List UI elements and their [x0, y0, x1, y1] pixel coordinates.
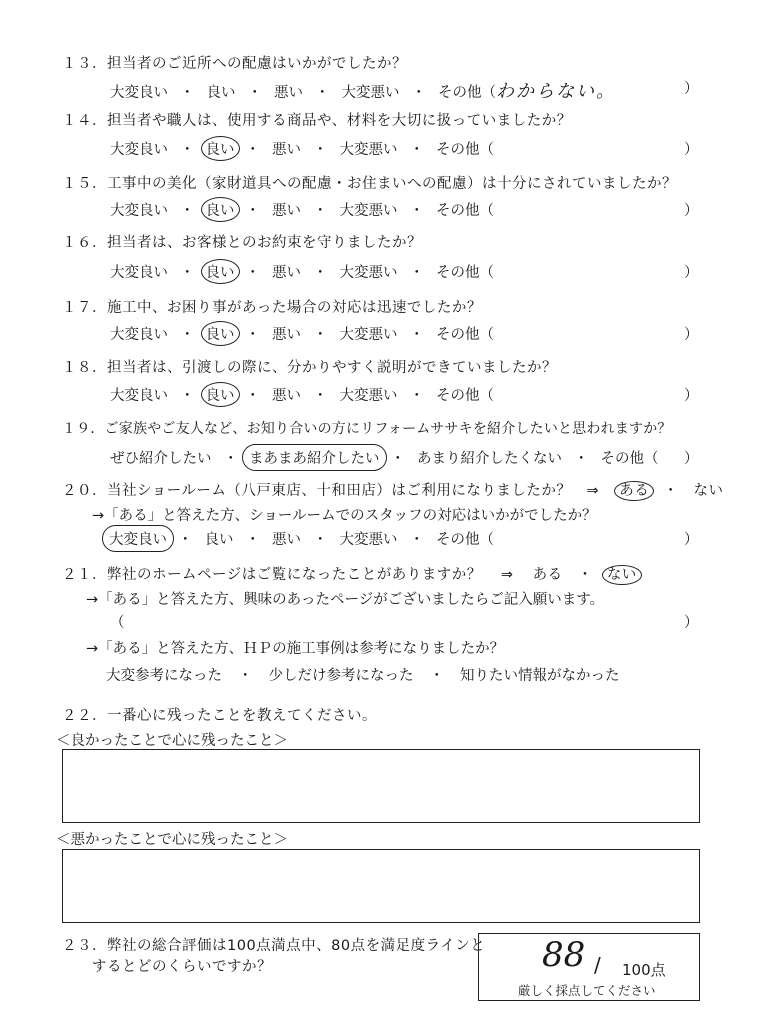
option-no[interactable]: ない [693, 483, 724, 499]
close-paren: ） [684, 451, 699, 467]
question-22: ２２．一番心に残ったことを教えてください。 [62, 708, 377, 724]
close-paren: ） [684, 532, 699, 548]
question-13: １３．担当者のご近所への配慮はいかがでしたか？ [62, 56, 407, 72]
close-paren: ） [684, 327, 699, 343]
score-slash: / [594, 953, 601, 977]
question-18: １８．担当者は、引渡しの際に、分かりやすく説明ができていましたか？ [62, 360, 557, 376]
question-23-line1: ２３．弊社の総合評価は100点満点中、80点を満足度ラインと [62, 938, 486, 954]
option-yes-circled[interactable]: ある [614, 481, 654, 501]
option-very-bad[interactable]: 大変悪い [341, 85, 400, 101]
bad-memory-textarea[interactable] [62, 849, 700, 923]
options-16: 大変良い ・ 良い ・ 悪い ・ 大変悪い ・ その他（ [110, 261, 494, 282]
options-17: 大変良い ・ 良い ・ 悪い ・ 大変悪い ・ その他（ [110, 323, 494, 344]
arrow-icon: ⇒ [586, 483, 600, 499]
option-other[interactable]: その他（ [436, 265, 494, 281]
option-bad[interactable]: 悪い [274, 85, 303, 101]
question-14: １４．担当者や職人は、使用する商品や、材料を大切に扱っていましたか？ [62, 113, 572, 129]
option-good-circled[interactable]: 良い [201, 136, 240, 161]
option-other[interactable]: その他（ [438, 85, 496, 101]
option-very-bad[interactable]: 大変悪い [339, 142, 398, 158]
question-16: １６．担当者は、お客様とのお約束を守りましたか？ [62, 235, 422, 251]
option-very-bad[interactable]: 大変悪い [339, 388, 398, 404]
option-yes[interactable]: ある [532, 567, 563, 583]
close-paren: ） [684, 265, 699, 281]
option-good[interactable]: 良い [206, 85, 236, 101]
question-21: ２１．弊社のホームページはご覧になったことがありますか？ ⇒ ある ・ ない [62, 563, 636, 584]
option-other[interactable]: その他（ [600, 451, 659, 467]
question-15: １５．工事中の美化（家財道具への配慮・お住まいへの配慮）は十分にされていましたか？ [62, 176, 677, 192]
open-paren: （ [110, 615, 125, 631]
option-good[interactable]: 良い [204, 532, 234, 548]
option-very-good[interactable]: 大変良い [110, 388, 168, 404]
option-bad[interactable]: 悪い [272, 327, 301, 343]
option-very-good[interactable]: 大変良い [110, 203, 168, 219]
option-bad[interactable]: 悪い [272, 388, 301, 404]
option-somewhat-recommend-circled[interactable]: まあまあ紹介したい [242, 444, 387, 471]
good-memory-textarea[interactable] [62, 749, 700, 823]
option-other[interactable]: その他（ [436, 532, 494, 548]
close-paren: ） [684, 203, 699, 219]
question-21-followup-1: →「ある」と答えた方、興味のあったページがございましたらご記入願います。 [86, 592, 605, 608]
option-other[interactable]: その他（ [436, 142, 494, 158]
option-very-helpful[interactable]: 大変参考になった [106, 668, 222, 684]
option-other[interactable]: その他（ [436, 203, 494, 219]
score-note: 厳しく採点してください [518, 983, 656, 998]
options-19: ぜひ紹介したい ・ まあまあ紹介したい ・ あまり紹介したくない ・ その他（ [110, 447, 659, 468]
good-memory-label: ＜良かったことで心に残ったこと＞ [56, 733, 288, 749]
question-23-line2: するとどのくらいですか？ [62, 959, 272, 975]
option-very-bad[interactable]: 大変悪い [339, 203, 398, 219]
close-paren: ） [684, 81, 699, 97]
option-very-good[interactable]: 大変良い [110, 327, 168, 343]
option-very-bad[interactable]: 大変悪い [339, 265, 398, 281]
close-paren: ） [684, 615, 699, 631]
question-20: ２０．当社ショールーム（八戸東店、十和田店）はご利用になりましたか？ ⇒ ある ・ ない [62, 483, 724, 499]
option-bad[interactable]: 悪い [272, 142, 301, 158]
options-18: 大変良い ・ 良い ・ 悪い ・ 大変悪い ・ その他（ [110, 384, 494, 405]
option-other[interactable]: その他（ [436, 327, 494, 343]
option-not-recommend[interactable]: あまり紹介したくない [417, 451, 562, 467]
options-15: 大変良い ・ 良い ・ 悪い ・ 大変悪い ・ その他（ [110, 199, 494, 220]
option-bad[interactable]: 悪い [272, 532, 301, 548]
option-very-good[interactable]: 大変良い [110, 85, 168, 101]
option-very-bad[interactable]: 大変悪い [339, 532, 398, 548]
score-handwritten: 88 [542, 935, 586, 975]
options-14: 大変良い ・ 良い ・ 悪い ・ 大変悪い ・ その他（ [110, 138, 494, 159]
option-good-circled[interactable]: 良い [201, 321, 240, 346]
arrow-icon: ⇒ [500, 567, 514, 583]
option-good-circled[interactable]: 良い [201, 197, 240, 222]
option-somewhat-helpful[interactable]: 少しだけ参考になった [268, 668, 414, 684]
question-20-text: ２０．当社ショールーム（八戸東店、十和田店）はご利用になりましたか？ [62, 483, 572, 499]
option-other[interactable]: その他（ [436, 388, 494, 404]
option-definitely-recommend[interactable]: ぜひ紹介したい [110, 451, 212, 467]
options-21: 大変参考になった ・ 少しだけ参考になった ・ 知りたい情報がなかった [106, 664, 620, 685]
option-good-circled[interactable]: 良い [201, 259, 240, 284]
option-very-good[interactable]: 大変良い [110, 265, 168, 281]
options-13: 大変良い ・ 良い ・ 悪い ・ 大変悪い ・ その他（わからない。 [110, 77, 616, 103]
option-bad[interactable]: 悪い [272, 203, 301, 219]
question-19: １９．ご家族やご友人など、お知り合いの方にリフォームササキを紹介したいと思われますか？ [62, 421, 672, 437]
close-paren: ） [684, 142, 699, 158]
option-very-good[interactable]: 大変良い [110, 142, 168, 158]
bad-memory-label: ＜悪かったことで心に残ったこと＞ [56, 832, 288, 848]
question-17: １７．施工中、お困り事があった場合の対応は迅速でしたか？ [62, 300, 482, 316]
option-bad[interactable]: 悪い [272, 265, 301, 281]
other-handwritten-answer: わからない。 [496, 81, 616, 102]
question-20-followup: →「ある」と答えた方、ショールームでのスタッフの対応はいかがでしたか？ [92, 508, 597, 524]
option-no-circled[interactable]: ない [602, 565, 642, 585]
question-21-followup-2: →「ある」と答えた方、ＨＰの施工事例は参考になりましたか？ [86, 641, 505, 657]
option-not-helpful[interactable]: 知りたい情報がなかった [460, 668, 620, 684]
option-very-good-circled[interactable]: 大変良い [102, 525, 174, 552]
score-total: 100点 [622, 961, 666, 979]
close-paren: ） [684, 388, 699, 404]
question-21-text: ２１．弊社のホームページはご覧になったことがありますか？ [62, 567, 482, 583]
options-20: 大変良い ・ 良い ・ 悪い ・ 大変悪い ・ その他（ [110, 528, 494, 549]
option-good-circled[interactable]: 良い [201, 382, 240, 407]
option-very-bad[interactable]: 大変悪い [339, 327, 398, 343]
